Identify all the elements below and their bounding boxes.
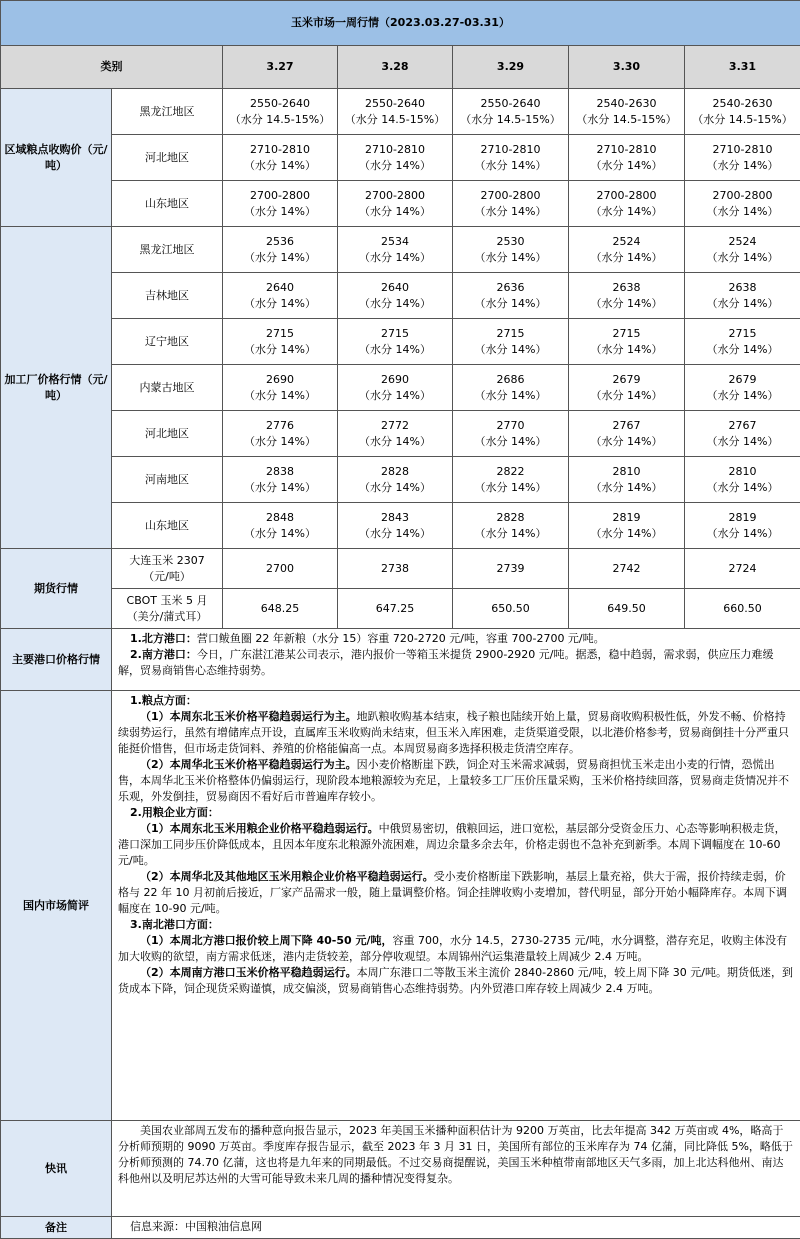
moisture-note: （水分 14%） bbox=[685, 526, 800, 542]
table-row bbox=[1, 135, 800, 181]
price-cell bbox=[453, 135, 569, 181]
futures-category: 期货行情 bbox=[1, 549, 112, 629]
page-title: 玉米市场一周行情（2023.03.27-03.31） bbox=[1, 1, 800, 46]
moisture-note: （水分 14%） bbox=[338, 434, 452, 450]
note-category: 备注 bbox=[1, 1217, 112, 1239]
futures-name-line: 大连玉米 2307 bbox=[112, 553, 222, 569]
review-lead: （1）本周东北玉米价格平稳趋弱运行为主。 bbox=[140, 710, 357, 723]
header-date: 3.28 bbox=[338, 46, 453, 89]
moisture-note: （水分 14%） bbox=[685, 204, 800, 220]
price-range: 2770 bbox=[453, 418, 568, 434]
review-paragraph bbox=[118, 933, 794, 965]
price-cell bbox=[223, 365, 338, 411]
futures-value: 2700 bbox=[223, 549, 338, 589]
moisture-note: （水分 14%） bbox=[453, 296, 568, 312]
moisture-note: （水分 14%） bbox=[338, 388, 452, 404]
price-range: 2640 bbox=[223, 280, 337, 296]
price-cell bbox=[338, 365, 453, 411]
moisture-note: （水分 14%） bbox=[223, 434, 337, 450]
price-range: 2838 bbox=[223, 464, 337, 480]
price-cell bbox=[338, 319, 453, 365]
price-cell bbox=[685, 503, 800, 549]
price-range: 2715 bbox=[685, 326, 800, 342]
review-paragraph bbox=[118, 757, 794, 805]
port-text: 今日，广东湛江港某公司表示，港内报价一等箱玉米提货 2900-2920 元/吨。据悉，稳中趋弱，需求弱，供应压力难缓解，贸易商销售心态维持弱势。 bbox=[118, 648, 774, 677]
price-range: 2700-2800 bbox=[453, 188, 568, 204]
futures-value: 2742 bbox=[569, 549, 685, 589]
price-cell bbox=[338, 135, 453, 181]
price-cell bbox=[685, 181, 800, 227]
price-range: 2810 bbox=[569, 464, 684, 480]
moisture-note: （水分 14%） bbox=[223, 480, 337, 496]
price-cell bbox=[338, 89, 453, 135]
moisture-note: （水分 14%） bbox=[338, 158, 452, 174]
price-range: 2710-2810 bbox=[223, 142, 337, 158]
port-line bbox=[118, 647, 794, 679]
price-cell bbox=[569, 457, 685, 503]
news-content bbox=[112, 1121, 800, 1217]
review-paragraph bbox=[118, 709, 794, 757]
price-cell bbox=[223, 89, 338, 135]
moisture-note: （水分 14%） bbox=[223, 526, 337, 542]
moisture-note: （水分 14%） bbox=[338, 296, 452, 312]
news-category: 快讯 bbox=[1, 1121, 112, 1217]
price-range: 2828 bbox=[338, 464, 452, 480]
review-lead: （1）本周北方港口报价较上周下降 40-50 元/吨， bbox=[140, 934, 393, 947]
review-paragraph bbox=[118, 965, 794, 997]
header-date: 3.30 bbox=[569, 46, 685, 89]
review-paragraph bbox=[118, 693, 794, 709]
price-cell bbox=[569, 503, 685, 549]
table-row bbox=[1, 319, 800, 365]
price-cell bbox=[453, 365, 569, 411]
moisture-note: （水分 14.5-15%） bbox=[569, 112, 684, 128]
price-range: 2710-2810 bbox=[685, 142, 800, 158]
price-cell bbox=[685, 457, 800, 503]
header-date: 3.27 bbox=[223, 46, 338, 89]
review-paragraph bbox=[118, 821, 794, 869]
price-cell bbox=[569, 181, 685, 227]
region-name: 吉林地区 bbox=[112, 273, 223, 319]
moisture-note: （水分 14%） bbox=[569, 480, 684, 496]
price-range: 2810 bbox=[685, 464, 800, 480]
price-cell bbox=[453, 411, 569, 457]
price-range: 2638 bbox=[685, 280, 800, 296]
region-name: 山东地区 bbox=[112, 503, 223, 549]
futures-value: 2738 bbox=[338, 549, 453, 589]
price-cell bbox=[223, 135, 338, 181]
review-lead: （2）本周华北及其他地区玉米用粮企业价格平稳趋弱运行。 bbox=[140, 870, 434, 883]
futures-value: 649.50 bbox=[569, 589, 685, 629]
price-range: 2710-2810 bbox=[453, 142, 568, 158]
price-range: 2524 bbox=[685, 234, 800, 250]
review-text: 中俄贸易密切，俄粮回运，进口宽松，基层部分受资金压力、心态等影响积极走货，港口深加工同步压价降低成本，且因本年度东北粮源外流困难，周边余量多余去年，价格走弱也不急补充到新季。本周下调幅度在 10-60 元/吨。 bbox=[118, 822, 786, 867]
price-range: 2715 bbox=[569, 326, 684, 342]
price-range: 2534 bbox=[338, 234, 452, 250]
review-lead: 3.南北港口方面： bbox=[130, 918, 219, 931]
header-date: 3.29 bbox=[453, 46, 569, 89]
moisture-note: （水分 14%） bbox=[338, 526, 452, 542]
price-range: 2550-2640 bbox=[338, 96, 452, 112]
moisture-note: （水分 14%） bbox=[453, 388, 568, 404]
price-range: 2700-2800 bbox=[338, 188, 452, 204]
price-range: 2640 bbox=[338, 280, 452, 296]
price-range: 2843 bbox=[338, 510, 452, 526]
region-name: 河北地区 bbox=[112, 411, 223, 457]
price-cell bbox=[338, 503, 453, 549]
price-range: 2822 bbox=[453, 464, 568, 480]
price-cell bbox=[223, 319, 338, 365]
price-range: 2715 bbox=[223, 326, 337, 342]
moisture-note: （水分 14%） bbox=[338, 250, 452, 266]
moisture-note: （水分 14%） bbox=[569, 342, 684, 358]
region-name: 内蒙古地区 bbox=[112, 365, 223, 411]
futures-name bbox=[112, 549, 223, 589]
table-row bbox=[1, 503, 800, 549]
moisture-note: （水分 14%） bbox=[338, 480, 452, 496]
port-line bbox=[118, 631, 794, 647]
moisture-note: （水分 14%） bbox=[453, 250, 568, 266]
price-cell bbox=[453, 503, 569, 549]
moisture-note: （水分 14%） bbox=[223, 250, 337, 266]
moisture-note: （水分 14%） bbox=[569, 296, 684, 312]
price-cell bbox=[569, 365, 685, 411]
price-cell bbox=[223, 181, 338, 227]
price-range: 2686 bbox=[453, 372, 568, 388]
review-paragraph bbox=[118, 869, 794, 917]
futures-value: 2739 bbox=[453, 549, 569, 589]
price-cell bbox=[223, 273, 338, 319]
price-range: 2636 bbox=[453, 280, 568, 296]
price-cell bbox=[453, 181, 569, 227]
review-lead: （2）本周南方港口玉米价格平稳趋弱运行。 bbox=[140, 966, 357, 979]
moisture-note: （水分 14%） bbox=[223, 342, 337, 358]
price-cell bbox=[338, 181, 453, 227]
price-range: 2700-2800 bbox=[223, 188, 337, 204]
price-range: 2536 bbox=[223, 234, 337, 250]
price-cell bbox=[453, 273, 569, 319]
moisture-note: （水分 14%） bbox=[685, 434, 800, 450]
ports-content bbox=[112, 629, 800, 691]
price-cell bbox=[685, 227, 800, 273]
table-row bbox=[1, 549, 800, 589]
futures-unit: （元/吨） bbox=[112, 569, 222, 585]
price-cell bbox=[569, 227, 685, 273]
price-range: 2690 bbox=[223, 372, 337, 388]
port-text: 营口鲅鱼圈 22 年新粮（水分 15）容重 720-2720 元/吨，容重 700-2700 元/吨。 bbox=[197, 632, 605, 645]
note-text: 信息来源：中国粮油信息网 bbox=[118, 1219, 794, 1235]
price-cell bbox=[685, 411, 800, 457]
moisture-note: （水分 14%） bbox=[453, 158, 568, 174]
price-cell bbox=[569, 135, 685, 181]
region-name: 河北地区 bbox=[112, 135, 223, 181]
review-paragraph bbox=[118, 917, 794, 933]
price-cell bbox=[223, 227, 338, 273]
price-range: 2710-2810 bbox=[338, 142, 452, 158]
futures-name bbox=[112, 589, 223, 629]
price-range: 2715 bbox=[338, 326, 452, 342]
region-name: 黑龙江地区 bbox=[112, 227, 223, 273]
moisture-note: （水分 14%） bbox=[569, 158, 684, 174]
port-lead: 1.北方港口： bbox=[130, 632, 197, 645]
price-cell bbox=[685, 135, 800, 181]
table-row bbox=[1, 1121, 800, 1217]
moisture-note: （水分 14%） bbox=[569, 388, 684, 404]
price-range: 2776 bbox=[223, 418, 337, 434]
price-cell bbox=[685, 319, 800, 365]
moisture-note: （水分 14%） bbox=[453, 434, 568, 450]
review-text: 本周广东港口二等散玉米主流价 2840-2860 元/吨，较上周下降 30 元/吨。期货低迷，到货成本下降，饲企现货采购谨慎，成交偏淡，贸易商销售心态维持弱势。内外贸港口库存较上周减少 2.4 万吨。 bbox=[118, 966, 793, 995]
price-cell bbox=[453, 319, 569, 365]
futures-value: 650.50 bbox=[453, 589, 569, 629]
moisture-note: （水分 14%） bbox=[569, 434, 684, 450]
price-cell bbox=[338, 227, 453, 273]
table-row bbox=[1, 89, 800, 135]
price-range: 2819 bbox=[569, 510, 684, 526]
table-row bbox=[1, 181, 800, 227]
price-range: 2679 bbox=[569, 372, 684, 388]
table-row bbox=[1, 589, 800, 629]
review-text: 地趴粮收购基本结束，栈子粮也陆续开始上量，贸易商收购积极性低，外发不畅、价格持续弱势运行，虽然有增储库点开设，直属库玉米收购尚未结束，但玉米入库困难，走货渠道受限，以北港价格参考，贸易商倒挂十分严重只能挺价惜售，但市场走货饲料、养殖的价格能偏高一点。本周贸易商多选择积极走货清空库存。 bbox=[118, 710, 789, 755]
price-cell bbox=[338, 457, 453, 503]
moisture-note: （水分 14.5-15%） bbox=[338, 112, 452, 128]
table-row bbox=[1, 227, 800, 273]
price-range: 2638 bbox=[569, 280, 684, 296]
review-text: 容重 700，水分 14.5，2730-2735 元/吨，水分调整，潜存充足，收购主体没有加大收购的欲望，南方需求低迷，港内走货较差，部分停收观望。本周锦州汽运集港量较上周减少 2.4 万吨。 bbox=[118, 934, 787, 963]
price-cell bbox=[569, 89, 685, 135]
news-text: 美国农业部周五发布的播种意向报告显示，2023 年美国玉米播种面积估计为 9200 万英亩，比去年提高 342 万英亩或 4%，略高于分析师预期的 9090 万英亩。季度库存报告显示，截至 2023 年 3 月 31 日，美国所有部位的玉米库存为 74 亿蒲，同比降低 5%，略低于分析师预测的 74.70 亿蒲，这也将是九年来的同期最低。不过交易商提醒说，美国玉米种植带南部地区天气多雨，加上北达科他州、南达科他州以及明尼苏达州的大雪可能导致未来几周的播种情况变得复杂。 bbox=[118, 1123, 794, 1187]
price-range: 2524 bbox=[569, 234, 684, 250]
moisture-note: （水分 14.5-15%） bbox=[453, 112, 568, 128]
region-name: 山东地区 bbox=[112, 181, 223, 227]
price-range: 2679 bbox=[685, 372, 800, 388]
moisture-note: （水分 14%） bbox=[223, 296, 337, 312]
moisture-note: （水分 14%） bbox=[453, 526, 568, 542]
moisture-note: （水分 14%） bbox=[453, 480, 568, 496]
table-row bbox=[1, 1217, 800, 1239]
review-category: 国内市场简评 bbox=[1, 691, 112, 1121]
moisture-note: （水分 14%） bbox=[569, 526, 684, 542]
review-lead: （1）本周东北玉米用粮企业价格平稳趋弱运行。 bbox=[140, 822, 379, 835]
price-cell bbox=[685, 89, 800, 135]
price-cell bbox=[223, 411, 338, 457]
moisture-note: （水分 14%） bbox=[685, 158, 800, 174]
table-row bbox=[1, 273, 800, 319]
moisture-note: （水分 14%） bbox=[223, 388, 337, 404]
price-cell bbox=[223, 503, 338, 549]
futures-value: 2724 bbox=[685, 549, 800, 589]
price-cell bbox=[569, 273, 685, 319]
moisture-note: （水分 14%） bbox=[569, 204, 684, 220]
table-row bbox=[1, 457, 800, 503]
moisture-note: （水分 14%） bbox=[685, 296, 800, 312]
price-range: 2550-2640 bbox=[223, 96, 337, 112]
moisture-note: （水分 14%） bbox=[685, 388, 800, 404]
factory-category: 加工厂价格行情（元/吨） bbox=[1, 227, 112, 549]
moisture-note: （水分 14.5-15%） bbox=[223, 112, 337, 128]
price-cell bbox=[338, 411, 453, 457]
price-cell bbox=[453, 457, 569, 503]
price-cell bbox=[223, 457, 338, 503]
price-range: 2767 bbox=[685, 418, 800, 434]
review-paragraph bbox=[118, 805, 794, 821]
review-lead: 1.粮点方面： bbox=[130, 694, 197, 707]
ports-category: 主要港口价格行情 bbox=[1, 629, 112, 691]
price-range: 2772 bbox=[338, 418, 452, 434]
table-row bbox=[1, 411, 800, 457]
moisture-note: （水分 14%） bbox=[685, 342, 800, 358]
price-range: 2690 bbox=[338, 372, 452, 388]
moisture-note: （水分 14%） bbox=[569, 250, 684, 266]
header-date: 3.31 bbox=[685, 46, 800, 89]
futures-value: 648.25 bbox=[223, 589, 338, 629]
futures-value: 660.50 bbox=[685, 589, 800, 629]
table-row bbox=[1, 629, 800, 691]
price-cell bbox=[338, 273, 453, 319]
review-content bbox=[112, 691, 800, 1121]
price-range: 2828 bbox=[453, 510, 568, 526]
price-range: 2700-2800 bbox=[685, 188, 800, 204]
price-range: 2540-2630 bbox=[569, 96, 684, 112]
review-text: 受小麦价格断崖下跌影响，基层上量充裕，供大于需，报价持续走弱，价格与 22 年 10 月初前后接近，厂家产品需求一般，随上量调整价格。饲企挂牌收购小麦增加，替代明显，部分开始小幅降库存。本周下调幅度在 10-90 元/吨。 bbox=[118, 870, 787, 915]
moisture-note: （水分 14%） bbox=[223, 204, 337, 220]
review-lead: （2）本周华北玉米价格平稳趋弱运行为主。 bbox=[140, 758, 357, 771]
price-range: 2700-2800 bbox=[569, 188, 684, 204]
review-text: 因小麦价格断崖下跌，饲企对玉米需求减弱，贸易商担忧玉米走出小麦的行情，恐慌出售，本周华北玉米价格整体仍偏弱运行，现阶段本地粮源较为充足，上量较多工厂压价压量采购，玉米价格持续回落，贸易商走货情况并不乐观，外发倒挂，贸易商因不看好后市普遍库存较小。 bbox=[118, 758, 789, 803]
futures-name-line: CBOT 玉米 5 月 bbox=[112, 593, 222, 609]
moisture-note: （水分 14%） bbox=[223, 158, 337, 174]
table-row bbox=[1, 691, 800, 1121]
table-row bbox=[1, 365, 800, 411]
price-range: 2848 bbox=[223, 510, 337, 526]
moisture-note: （水分 14%） bbox=[685, 480, 800, 496]
price-cell bbox=[453, 227, 569, 273]
price-range: 2710-2810 bbox=[569, 142, 684, 158]
price-range: 2540-2630 bbox=[685, 96, 800, 112]
moisture-note: （水分 14%） bbox=[453, 204, 568, 220]
price-cell bbox=[569, 319, 685, 365]
note-content bbox=[112, 1217, 800, 1239]
header-category: 类别 bbox=[1, 46, 223, 89]
moisture-note: （水分 14%） bbox=[453, 342, 568, 358]
region-name: 河南地区 bbox=[112, 457, 223, 503]
price-range: 2819 bbox=[685, 510, 800, 526]
region-name: 黑龙江地区 bbox=[112, 89, 223, 135]
price-range: 2715 bbox=[453, 326, 568, 342]
price-range: 2550-2640 bbox=[453, 96, 568, 112]
price-range: 2767 bbox=[569, 418, 684, 434]
region-name: 辽宁地区 bbox=[112, 319, 223, 365]
price-cell bbox=[453, 89, 569, 135]
price-cell bbox=[685, 365, 800, 411]
futures-value: 647.25 bbox=[338, 589, 453, 629]
moisture-note: （水分 14.5-15%） bbox=[685, 112, 800, 128]
moisture-note: （水分 14%） bbox=[685, 250, 800, 266]
futures-unit: （美分/蒲式耳） bbox=[112, 609, 222, 625]
moisture-note: （水分 14%） bbox=[338, 204, 452, 220]
price-cell bbox=[569, 411, 685, 457]
regional-category: 区域粮点收购价（元/吨） bbox=[1, 89, 112, 227]
review-lead: 2.用粮企业方面： bbox=[130, 806, 219, 819]
port-lead: 2.南方港口： bbox=[130, 648, 197, 661]
price-cell bbox=[685, 273, 800, 319]
moisture-note: （水分 14%） bbox=[338, 342, 452, 358]
price-range: 2530 bbox=[453, 234, 568, 250]
